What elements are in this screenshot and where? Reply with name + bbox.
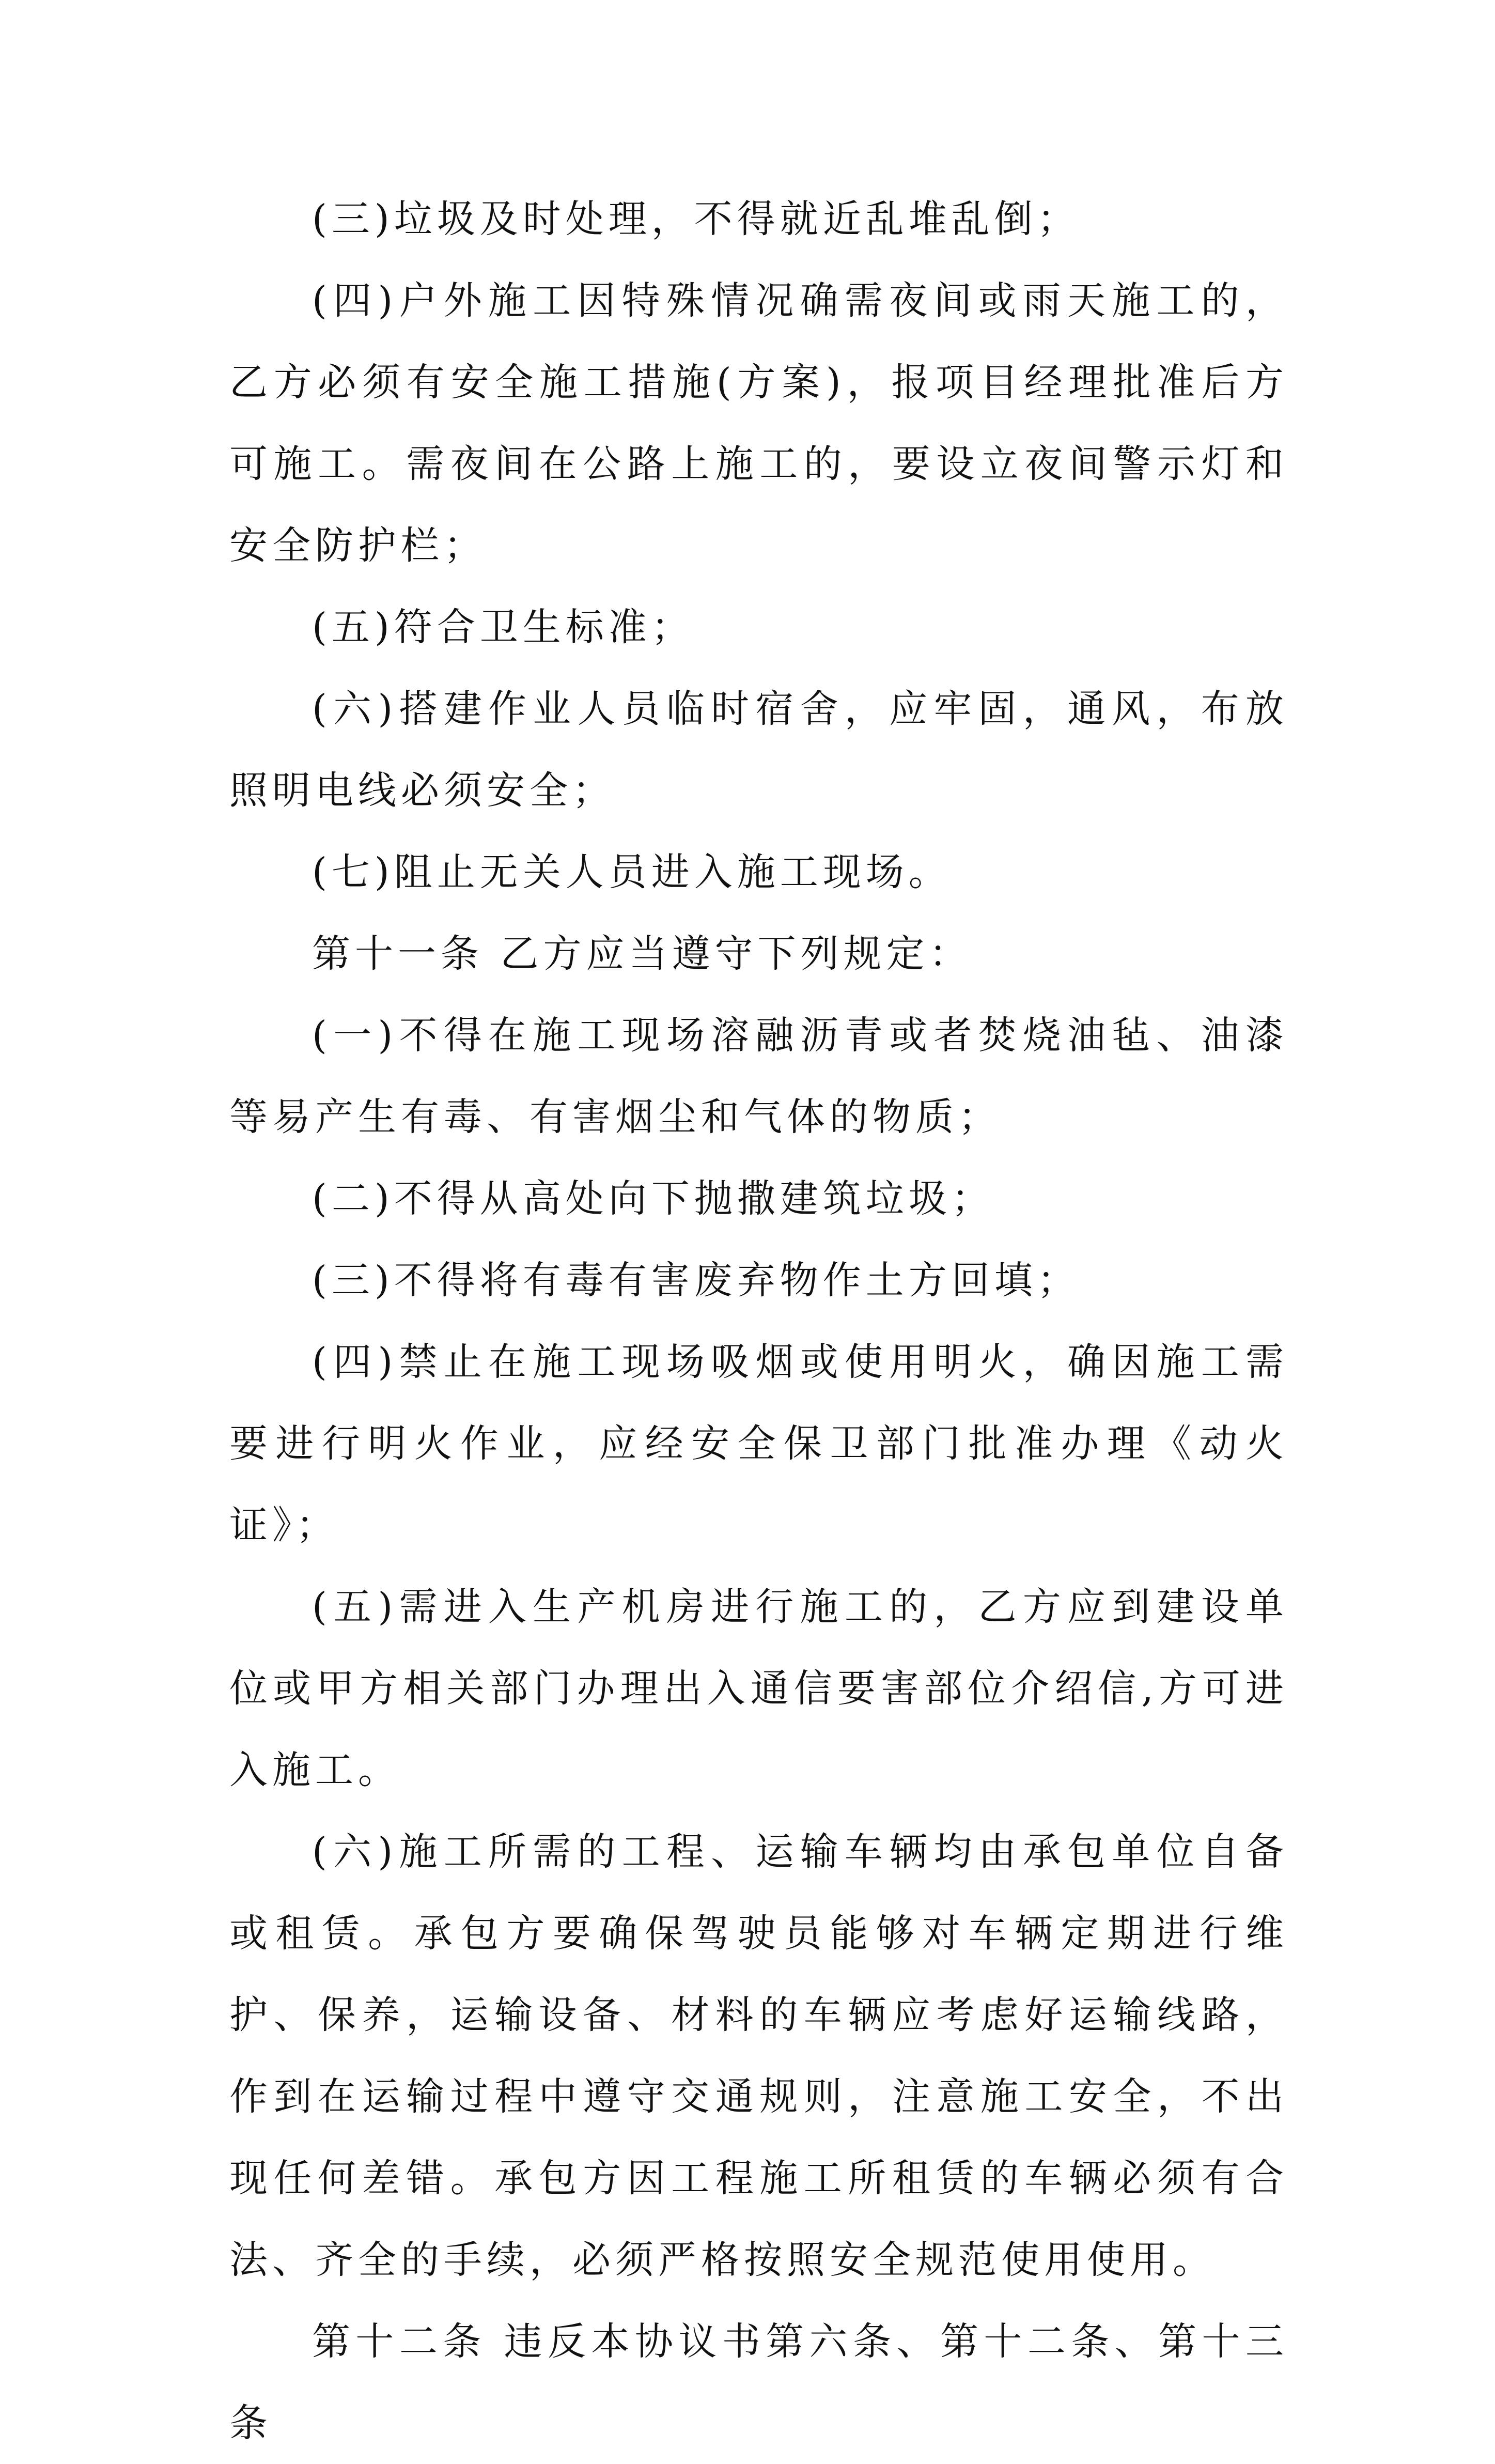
article-11-item-5: (五)需进入生产机房进行施工的，乙方应到建设单位或甲方相关部门办理出入通信要害部位介绍信,方可进入施工。 [229,1585,1288,1792]
paragraph-7-access: (七)阻止无关人员进入施工现场。 [312,850,952,894]
article-11-item-3: (三)不得将有毒有害废弃物作土方回填； [312,1258,1080,1303]
article-11-heading: 第十一条 乙方应当遵守下列规定： [312,932,972,976]
article-12-heading: 第十二条 违反本协议书第六条、第十二条、第十三条 [229,2319,1288,2445]
paragraph-5-hygiene: (五)符合卫生标准； [312,605,694,649]
paragraph-4-night-work: (四)户外施工因特殊情况确需夜间或雨天施工的，乙方必须有安全施工措施(方案)，报项目经理批准后方可施工。需夜间在公路上施工的，要设立夜间警示灯和安全防护栏； [229,278,1288,568]
article-11-item-4: (四)禁止在施工现场吸烟或使用明火，确因施工需要进行明火作业，应经安全保卫部门批准办理《动火证》； [229,1340,1288,1547]
article-11-item-1: (一)不得在施工现场溶融沥青或者焚烧油毡、油漆等易产生有毒、有害烟尘和气体的物质； [229,1013,1288,1139]
paragraph-6-dormitory: (六)搭建作业人员临时宿舍，应牢固，通风，布放照明电线必须安全； [229,687,1288,813]
article-11-item-2: (二)不得从高处向下抛撒建筑垃圾； [312,1176,994,1221]
paragraph-3-waste: (三)垃圾及时处理，不得就近乱堆乱倒； [312,197,1080,241]
document-body [229,178,1288,2464]
article-11-item-6: (六)施工所需的工程、运输车辆均由承包单位自备或租赁。承包方要确保驾驶员能够对车辆定期进行维护、保养，运输设备、材料的车辆应考虑好运输线路，作到在运输过程中遵守交通规则，注意施工安全，不出现任何差错。承包方因工程施工所租赁的车辆必须有合法、齐全的手续，必须严格按照安全规范使用使用。 [229,1830,1288,2282]
